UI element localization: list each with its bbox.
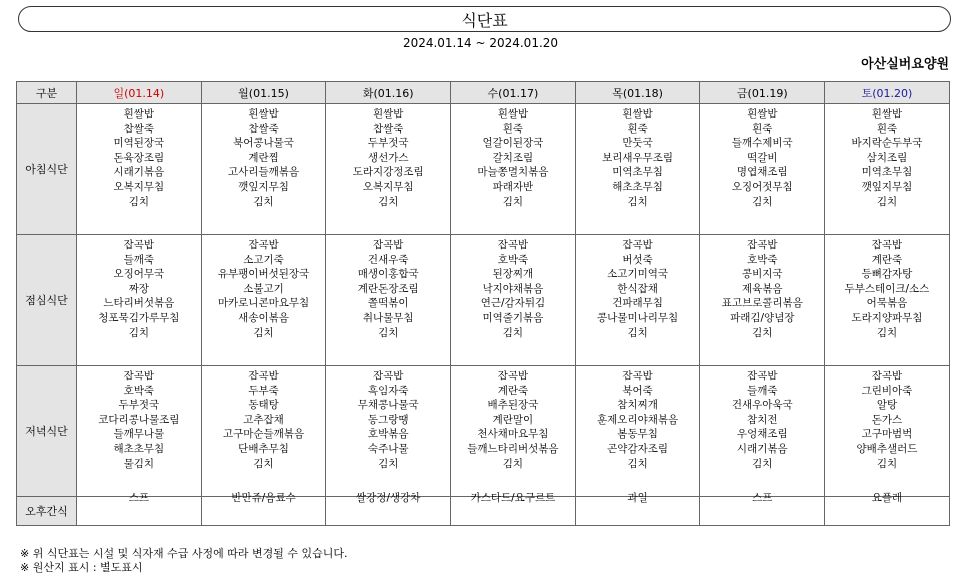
menu-item: 오복지무침 [362,180,414,193]
meal-row-label: 점심식단 [17,235,77,366]
menu-item: 잡곡밥 [248,239,279,251]
menu-cell [575,104,700,235]
menu-item: 두부죽 [248,384,279,397]
menu-item-list [77,235,201,340]
menu-item: 쫄떡볶이 [367,297,409,310]
menu-item: 과일 [627,492,648,504]
menu-item: 흰죽 [876,122,898,135]
menu-item: 요플레 [871,492,903,504]
menu-item-list [700,235,824,340]
menu-item-list [451,235,575,340]
menu-item: 단배추무침 [238,442,289,455]
menu-item: 흰죽 [752,122,773,135]
note-line: ※ 원산지 표시 : 별도표시 [20,561,143,574]
menu-item: 김치 [627,326,648,339]
menu-item: 김치 [752,457,773,470]
menu-item: 동태탕 [248,399,279,412]
menu-item: 흰죽 [627,122,648,135]
menu-item-list [451,366,575,471]
menu-item: 흰쌀밥 [497,108,529,120]
menu-item: 잡곡밥 [747,370,778,382]
menu-item: 김치 [253,457,274,470]
menu-item: 흰쌀밥 [871,108,903,120]
menu-item: 양배추샐러드 [856,442,918,455]
menu-item: 김치 [128,195,149,208]
menu-item: 흰쌀밥 [123,108,155,120]
menu-item: 잡곡밥 [123,370,155,382]
menu-item: 느타리버섯볶음 [103,297,175,310]
menu-item: 파래김/양념장 [730,311,795,324]
menu-item: 명엽채조림 [736,166,788,179]
note-line: ※ 위 식단표는 시설 및 식자재 수급 사정에 따라 변경될 수 있습니다. [20,547,348,560]
menu-item: 물김치 [123,457,155,470]
menu-item: 배추된장국 [487,399,539,412]
menu-item: 잡곡밥 [497,239,529,251]
menu-item: 김치 [378,326,399,339]
menu-item: 들깨수제비국 [731,137,793,150]
menu-item: 흰쌀밥 [248,108,279,120]
day-header: 토(01.20) [825,82,950,104]
menu-item: 흰쌀밥 [747,108,778,120]
menu-item: 잡곡밥 [248,370,279,382]
menu-cell [825,235,950,366]
menu-item: 호박죽 [747,253,778,266]
menu-item-list [451,491,575,506]
menu-item: 김치 [502,457,524,470]
menu-cell [326,492,451,526]
menu-item: 잡곡밥 [871,239,903,251]
menu-item: 미역된장국 [113,137,165,150]
menu-item-list [576,491,700,506]
menu-item: 김치 [876,457,898,470]
menu-item: 잡곡밥 [497,370,529,382]
meal-row-label: 아침식단 [17,104,77,235]
menu-item: 김치 [378,195,399,208]
menu-item: 미역줄기볶음 [482,311,544,324]
menu-item: 계란돈장조림 [357,282,419,295]
menu-item: 김치 [502,326,524,339]
menu-item: 무채콩나물국 [357,399,419,412]
organization-name: 아산실버요양원 [861,57,949,72]
menu-item: 잡곡밥 [622,370,653,382]
menu-cell [575,366,700,497]
menu-item: 얼갈이된장국 [482,137,544,150]
menu-item: 파래자반 [492,180,534,193]
menu-cell [77,492,202,526]
menu-cell [825,104,950,235]
menu-item: 흰죽 [502,122,524,135]
menu-item: 참치전 [747,413,778,426]
menu-item: 들깨죽 [747,384,778,397]
menu-item: 고사리들깨볶음 [228,166,300,179]
menu-item: 시래기볶음 [736,442,788,455]
menu-item-list [700,491,824,506]
menu-item-list [202,104,326,209]
menu-item-list [576,104,700,209]
menu-item: 표고브로콜리볶음 [721,297,803,310]
page-title: 식단표 [461,10,508,30]
menu-item: 마카로니콘마요무침 [217,297,310,310]
menu-item: 돈가스 [871,413,903,426]
menu-cell [77,366,202,497]
menu-item: 스프 [128,492,149,504]
menu-cell [201,366,326,497]
menu-item-list [700,104,824,209]
menu-item: 북어콩나물국 [233,137,294,150]
menu-item: 들깨느타리버섯볶음 [467,442,559,455]
menu-item: 도라지강정조림 [352,166,424,179]
menu-item: 짜장 [128,282,149,295]
menu-item: 오징어젓무침 [731,180,793,193]
menu-item: 떡갈비 [747,151,778,164]
meal-row [17,497,950,526]
day-header: 수(01.17) [451,82,576,104]
menu-item: 김치 [876,195,898,208]
menu-item: 오복지무침 [113,180,165,193]
menu-item: 콩비지국 [741,268,783,281]
meal-row-label: 저녁식단 [17,366,77,497]
meal-row [17,104,950,235]
menu-item: 고구마순들깨볶음 [222,428,305,441]
menu-item: 청포묵김가루무침 [98,311,180,324]
menu-cell [700,492,825,526]
menu-cell [575,492,700,526]
menu-item: 깻잎지무침 [861,180,913,193]
notes [20,547,347,575]
menu-item: 갈치조림 [492,151,534,164]
meal-row-label: 오후간식 [17,497,77,526]
menu-cell [825,492,950,526]
corner-header: 구분 [17,82,77,104]
menu-item: 잡곡밥 [373,370,404,382]
menu-item-list [77,366,201,471]
menu-item-list [326,104,450,209]
meal-plan-table [16,81,950,526]
menu-item: 김치 [128,326,149,339]
menu-item: 스프 [752,492,773,504]
menu-item: 흑임자죽 [367,384,409,397]
menu-item: 보리새우무조림 [602,151,674,164]
menu-cell [201,492,326,526]
menu-item: 건새우아욱국 [731,399,793,412]
menu-item-list [326,491,450,506]
menu-item: 계란죽 [497,384,529,397]
menu-item: 김치 [627,457,648,470]
menu-item-list [202,366,326,471]
menu-item-list [77,104,201,209]
menu-item: 들깨무나물 [113,428,165,441]
menu-cell [575,235,700,366]
menu-cell [700,366,825,497]
menu-item: 오징어무국 [113,268,165,281]
menu-item-list [326,366,450,471]
menu-item: 계란말이 [492,413,534,426]
menu-item: 잡곡밥 [373,239,404,251]
menu-item: 두부스테이크/소스 [844,282,930,295]
menu-item-list [700,366,824,471]
menu-item-list [825,235,949,340]
menu-item: 호박죽 [123,384,155,397]
menu-item: 쌀강정/생강차 [356,492,421,504]
menu-cell [700,104,825,235]
menu-item: 매생이홍합국 [357,268,419,281]
menu-cell [326,235,451,366]
menu-item: 봄동무침 [617,428,658,441]
menu-item: 소고기죽 [243,253,284,266]
menu-item: 잡곡밥 [747,239,778,251]
menu-item: 소고기미역국 [607,268,669,281]
menu-item: 계란찜 [248,151,279,164]
menu-item: 천사채마요무침 [477,428,549,441]
menu-item: 잡곡밥 [871,370,903,382]
menu-item: 바지락순두부국 [851,137,923,150]
menu-cell [77,235,202,366]
menu-cell [451,104,576,235]
menu-item: 고구마범벅 [861,428,913,441]
menu-item-list [326,235,450,340]
menu-item: 흰쌀밥 [373,108,404,120]
menu-item: 깻잎지무침 [238,180,289,193]
menu-item: 생선가스 [367,151,409,164]
menu-item: 숙주나물 [367,442,409,455]
menu-item: 들깨죽 [123,253,155,266]
menu-item: 건파래무침 [612,297,663,310]
menu-cell [451,492,576,526]
menu-cell [451,235,576,366]
meal-row [17,235,950,366]
menu-item: 취나물무침 [362,311,414,324]
day-header: 목(01.18) [575,82,700,104]
menu-item: 도라지양파무침 [851,311,923,324]
menu-item: 북어죽 [622,384,653,397]
menu-item-list [202,491,326,506]
menu-item: 버섯죽 [622,253,653,266]
meal-plan-body [17,104,950,526]
menu-item-list [825,491,949,506]
menu-item: 유부팽이버섯된장국 [217,268,310,281]
day-header: 금(01.19) [700,82,825,104]
menu-item: 해초초무침 [113,442,165,455]
menu-item: 미역초무침 [612,166,663,179]
day-header: 월(01.15) [201,82,326,104]
day-header: 화(01.16) [326,82,451,104]
menu-item: 된장찌개 [492,268,534,281]
menu-item-list [202,235,326,340]
menu-item: 등뼈감자탕 [861,268,913,281]
menu-item: 곤약감자조림 [607,442,669,455]
menu-item: 그린비아죽 [861,384,913,397]
menu-item: 두부젓국 [118,399,160,412]
menu-item: 찹쌀죽 [373,122,404,135]
menu-item: 김치 [502,195,524,208]
menu-cell [700,235,825,366]
menu-item: 찹쌀죽 [123,122,155,135]
menu-item: 잡곡밥 [622,239,653,251]
menu-item-list [825,366,949,471]
menu-item: 시래기볶음 [113,166,165,179]
menu-item: 낙지야채볶음 [482,282,544,295]
menu-cell [326,366,451,497]
menu-item: 우엉채조림 [736,428,788,441]
menu-item: 김치 [627,195,648,208]
menu-item: 김치 [752,195,773,208]
menu-cell [201,235,326,366]
menu-item-list [576,366,700,471]
menu-item-list [77,491,201,506]
menu-item: 새송이볶음 [238,311,289,324]
menu-item-list [451,104,575,209]
menu-title-box [18,6,951,32]
menu-item: 김치 [752,326,773,339]
day-header: 일(01.14) [77,82,202,104]
menu-item: 동그랑땡 [367,413,409,426]
menu-item: 연근/감자튀김 [480,297,546,310]
menu-item: 알탕 [876,399,898,412]
menu-item: 두부젓국 [367,137,409,150]
menu-item-list [576,235,700,340]
menu-item: 돈육장조림 [113,151,165,164]
menu-item: 만둣국 [622,137,653,150]
menu-cell [77,104,202,235]
menu-item: 코다리콩나물조림 [98,413,180,426]
date-range: 2024.01.14 ~ 2024.01.20 [402,36,559,50]
menu-item: 제육볶음 [741,282,783,295]
menu-cell [825,366,950,497]
menu-item: 콩나물미나리무침 [597,311,679,324]
meal-row [17,366,950,497]
menu-item: 김치 [253,195,274,208]
menu-item: 찹쌀죽 [248,122,279,135]
menu-item: 호박죽 [497,253,529,266]
menu-item: 해초초무침 [612,180,663,193]
menu-item: 삼치조림 [866,151,908,164]
menu-item: 훈제오리야채볶음 [597,413,679,426]
menu-item: 건새우죽 [367,253,409,266]
menu-item: 잡곡밥 [123,239,155,251]
menu-item-list [825,104,949,209]
menu-item: 어묵볶음 [866,297,908,310]
menu-item: 한식잡채 [617,282,658,295]
menu-item: 카스타드/요구르트 [470,492,556,504]
menu-item: 호박볶음 [367,428,409,441]
menu-item: 고추잡채 [243,413,284,426]
menu-cell [326,104,451,235]
menu-item: 반만쥬/음료수 [231,492,296,504]
menu-item: 김치 [378,457,399,470]
menu-item: 참치찌개 [617,399,658,412]
menu-cell [451,366,576,497]
menu-item: 마늘쫑멸치볶음 [477,166,549,179]
menu-cell [201,104,326,235]
menu-item: 소불고기 [243,282,284,295]
menu-item: 김치 [876,326,898,339]
table-header-row [17,82,950,104]
menu-item: 흰쌀밥 [622,108,653,120]
menu-item: 미역초무침 [861,166,913,179]
menu-item: 김치 [253,326,274,339]
menu-item: 계란죽 [871,253,903,266]
